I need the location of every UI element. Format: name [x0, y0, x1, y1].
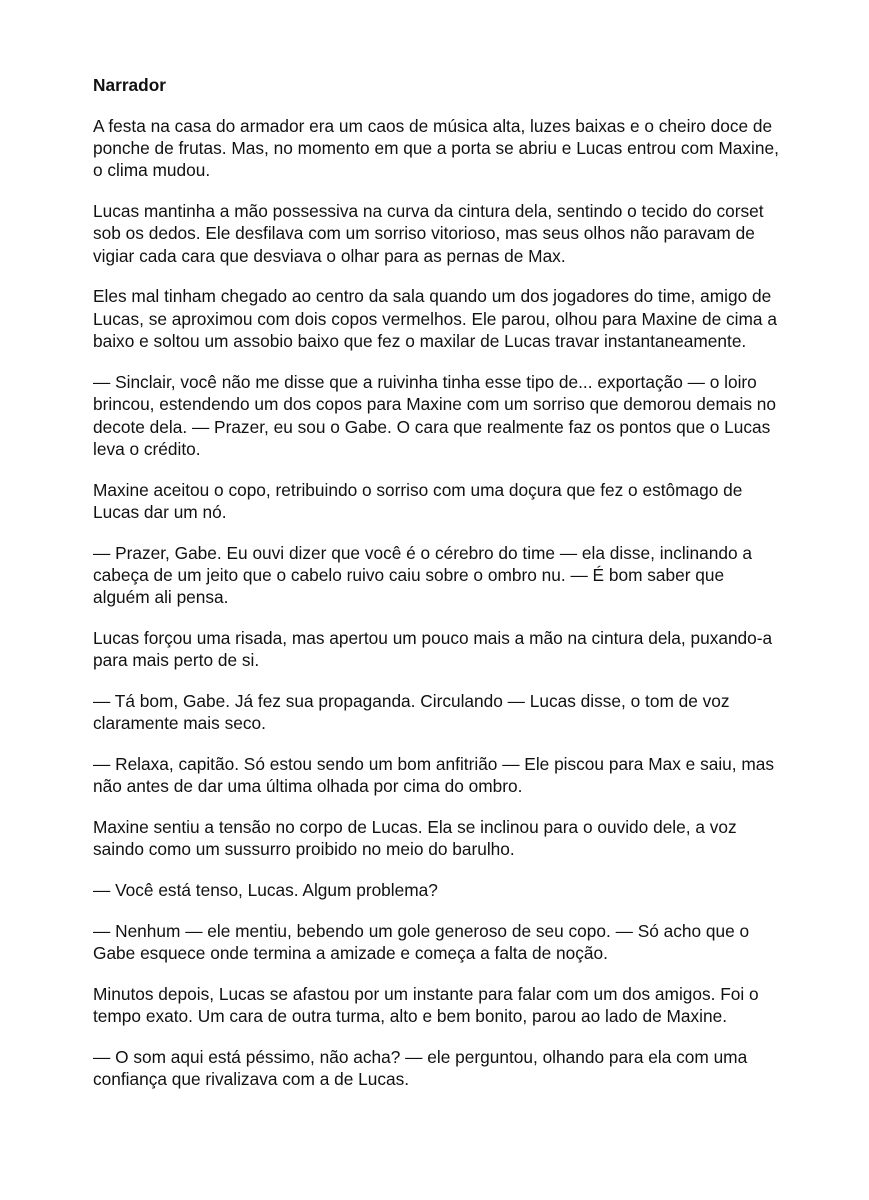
paragraph: Lucas mantinha a mão possessiva na curva da cintura dela, sentindo o tecido do corset sob os dedos. Ele desfilava com um sorriso vitorioso, mas seus olhos não paravam de vigiar cada cara que desviava o olhar para as pernas de Max. — [93, 201, 764, 266]
document-body — [93, 74, 783, 1090]
paragraph: Eles mal tinham chegado ao centro da sala quando um dos jogadores do time, amigo de Lucas, se aproximou com dois copos vermelhos. Ele parou, olhou para Maxine de cima a baixo e soltou um assobio baixo que fez o maxilar de Lucas travar instantaneamente. — [93, 286, 777, 352]
paragraph: — Você está tenso, Lucas. Algum problema? — [93, 880, 438, 901]
paragraph: — Prazer, Gabe. Eu ouvi dizer que você é o cérebro do time — ela disse, inclinando a cabeça de um jeito que o cabelo ruivo caiu sobre o ombro nu. — É bom saber que alguém ali pensa. — [93, 542, 752, 608]
paragraph: — Nenhum — ele mentiu, bebendo um gole generoso de seu copo. — Só acho que o Gabe esquece onde termina a amizade e começa a falta de noção. — [93, 920, 750, 964]
paragraph: — Relaxa, capitão. Só estou sendo um bom anfitrião — Ele piscou para Max e saiu, mas não antes de dar uma última olhada por cima do ombro. — [93, 754, 775, 797]
section-heading: Narrador — [93, 75, 166, 95]
paragraph: Maxine sentiu a tensão no corpo de Lucas. Ela se inclinou para o ouvido dele, a voz saindo como um sussurro proibido no meio do barulho. — [93, 817, 737, 860]
paragraph: Minutos depois, Lucas se afastou por um instante para falar com um dos amigos. Foi o tempo exato. Um cara de outra turma, alto e bem bonito, parou ao lado de Maxine. — [93, 983, 759, 1027]
paragraph: — Sinclair, você não me disse que a ruivinha tinha esse tipo de... exportação — o loiro brincou, estendendo um dos copos para Maxine com um sorriso que demorou demais no decote dela. — Prazer, eu sou o Gabe. O cara que realmente faz os pontos que o Lucas leva o crédito. — [93, 371, 776, 460]
paragraph: Lucas forçou uma risada, mas apertou um pouco mais a mão na cintura dela, puxando-a para mais perto de si. — [93, 628, 773, 671]
paragraph: Maxine aceitou o copo, retribuindo o sorriso com uma doçura que fez o estômago de Lucas dar um nó. — [93, 479, 743, 523]
paragraph: A festa na casa do armador era um caos de música alta, luzes baixas e o cheiro doce de ponche de frutas. Mas, no momento em que a porta se abriu e Lucas entrou com Maxine, o clima mudou. — [93, 115, 779, 181]
paragraph: — O som aqui está péssimo, não acha? — ele perguntou, olhando para ela com uma confiança que rivalizava com a de Lucas. — [93, 1046, 748, 1090]
paragraph: — Tá bom, Gabe. Já fez sua propaganda. Circulando — Lucas disse, o tom de voz claramente mais seco. — [93, 691, 730, 734]
